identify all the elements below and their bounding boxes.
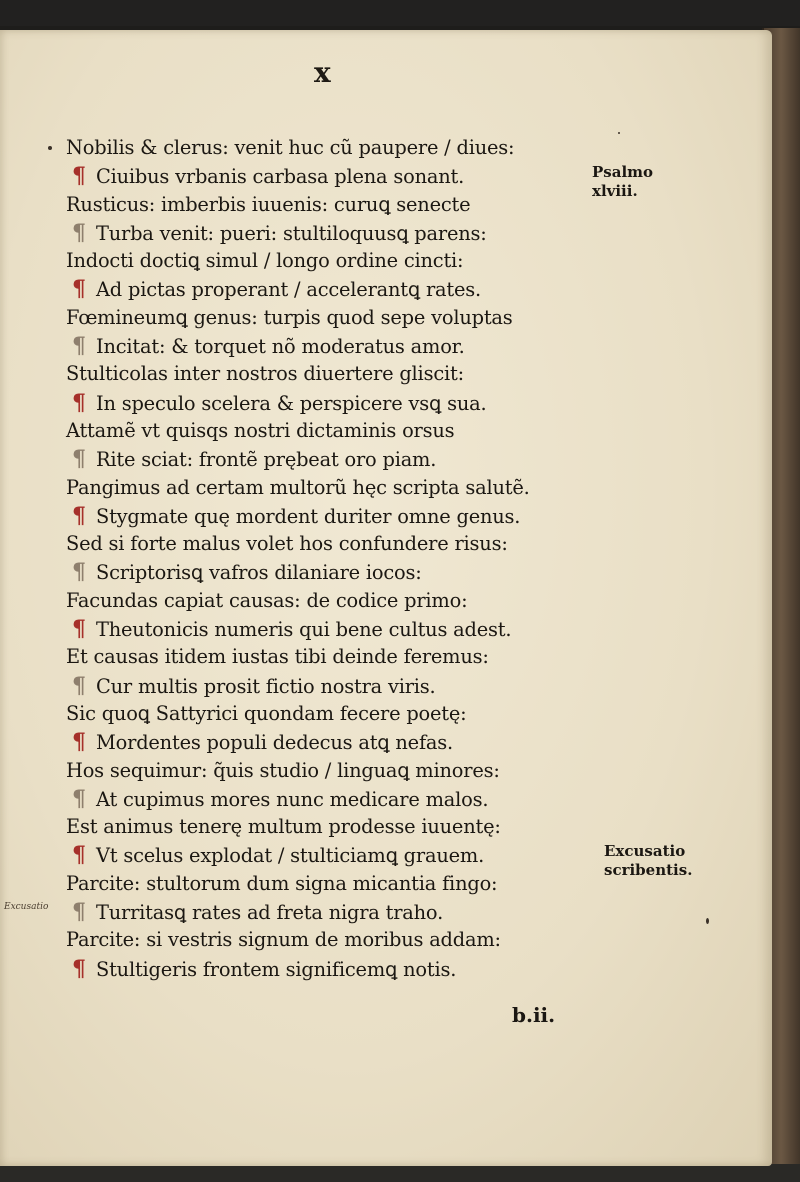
verse-line [66,389,586,417]
verse-line-text: Fœmineumꝗ genus: turpis quod sepe voluptas [66,305,513,329]
verse-line-text: Vt scelus explodat / stulticiamꝗ grauem. [96,844,485,868]
catchword: b.ii. [512,1003,556,1027]
verse-line-text: Pangimus ad certam multorũ hęc scripta salutẽ. [66,475,530,499]
verse-line-text: Theutonicis numeris qui bene cultus adest. [96,618,512,642]
pilcrow-mark: ¶ [72,219,86,246]
verse-line-text: Rite sciat: frontẽ prębeat oro piam. [96,448,437,472]
verse-line [66,417,586,445]
verse-line [66,643,586,671]
verse-line [66,700,586,728]
marginal-gloss-excusatio [604,842,692,880]
verse-line-text: Turritasꝗ rates ad freta nigra traho. [96,901,444,925]
gloss-line: Psalmo [592,163,654,181]
verse-line [66,275,586,303]
verse-line-text: Sed si forte malus volet hos confundere risus: [66,532,508,556]
verse-line-text: Mordentes populi dedecus atꝗ nefas. [96,731,453,755]
verse-line [66,587,586,615]
pilcrow-mark: ¶ [72,785,86,812]
verse-line [66,926,586,954]
verse-line-text: In speculo scelera & perspicere vsꝗ sua. [96,391,487,415]
verse-line-text: Nobilis & clerus: venit huc cũ paupere / diues: [66,136,515,159]
verse-line-text: Rusticus: imberbis iuuenis: curuꝗ senecte [66,192,471,216]
book-bottom-edge [0,1164,800,1182]
verse-line-text: Facundas capiat causas: de codice primo: [66,588,468,612]
verse-line [66,134,586,162]
pilcrow-mark: ¶ [72,333,86,360]
verse-line [66,474,586,502]
verse-line [66,360,586,388]
pilcrow-mark: ¶ [72,616,86,643]
verse-text-block [66,134,586,983]
pilcrow-mark: ¶ [72,899,86,926]
verse-line [66,162,586,190]
verse-line-text: Parcite: stultorum dum signa micantia fingo: [66,871,498,895]
verse-line-text: Stulticolas inter nostros diuertere gliscit: [66,362,464,386]
signature-mark: x [314,56,332,89]
verse-line [66,813,586,841]
verse-line [66,191,586,219]
verse-line-text: Hos sequimur: q̃uis studio / linguaꝗ minores: [66,758,500,782]
gloss-line: xlviii. [592,182,638,200]
verse-line-text: Scriptorisꝗ vafros dilaniare iocos: [96,561,422,585]
verse-line-text: Ad pictas properant / accelerantꝗ rates. [96,278,481,302]
margin-handwritten-note: Excusatio [4,902,49,912]
verse-line-text: Stultigeris frontem significemꝗ notis. [96,957,457,981]
verse-line [66,672,586,700]
verse-line [66,530,586,558]
pilcrow-mark: ¶ [72,729,86,756]
verse-line-text: At cupimus mores nunc medicare malos. [96,787,489,811]
verse-line [66,870,586,898]
verse-line-text: Attamẽ vt quisqs nostri dictaminis orsus [66,418,455,442]
verse-line [66,445,586,473]
pilcrow-mark: ¶ [72,276,86,303]
pilcrow-mark: ¶ [72,389,86,416]
verse-line-text: Turba venit: pueri: stultiloquusꝗ parens: [96,221,487,245]
gloss-line: scribentis. [604,861,693,879]
verse-line [66,757,586,785]
pilcrow-mark: ¶ [72,672,86,699]
verse-line [66,728,586,756]
pilcrow-mark: ¶ [72,446,86,473]
verse-line [66,785,586,813]
verse-line [66,615,586,643]
marginal-gloss-psalmo [592,163,653,201]
pilcrow-mark: ¶ [72,559,86,586]
verse-line-text: Cur multis prosit fictio nostra viris. [96,674,436,698]
pilcrow-mark: ¶ [72,842,86,869]
verse-line-text: Et causas itidem iustas tibi deinde feremus: [66,645,489,669]
verse-line-text: Incitat: & torquet nõ moderatus amor. [96,335,465,359]
verse-line [66,558,586,586]
verse-line [66,502,586,530]
book-top-edge [0,0,800,26]
verse-line [66,332,586,360]
pilcrow-mark: ¶ [72,502,86,529]
verse-line-text: Stygmate quę mordent duriter omne genus. [96,504,521,528]
verse-line [66,247,586,275]
verse-line [66,219,586,247]
verse-line [66,304,586,332]
gloss-line: Excusatio [604,842,686,860]
verse-line [66,898,586,926]
verse-line-text: Ciuibus vrbanis carbasa plena sonant. [96,165,465,189]
pilcrow-mark: ¶ [72,163,86,190]
ink-speck [48,146,52,150]
verse-line-text: Parcite: si vestris signum de moribus addam: [66,928,501,952]
verse-line [66,955,586,983]
verse-line [66,841,586,869]
verse-line-text: Est animus tenerę multum prodesse iuuentę: [66,815,501,839]
ink-speck [618,132,620,134]
ink-speck [706,918,709,924]
verse-line-text: Indocti doctiꝗ simul / longo ordine cincti: [66,249,464,273]
verse-line-text: Sic quoꝗ Sattyrici quondam fecere poetę: [66,701,467,725]
pilcrow-mark: ¶ [72,955,86,982]
